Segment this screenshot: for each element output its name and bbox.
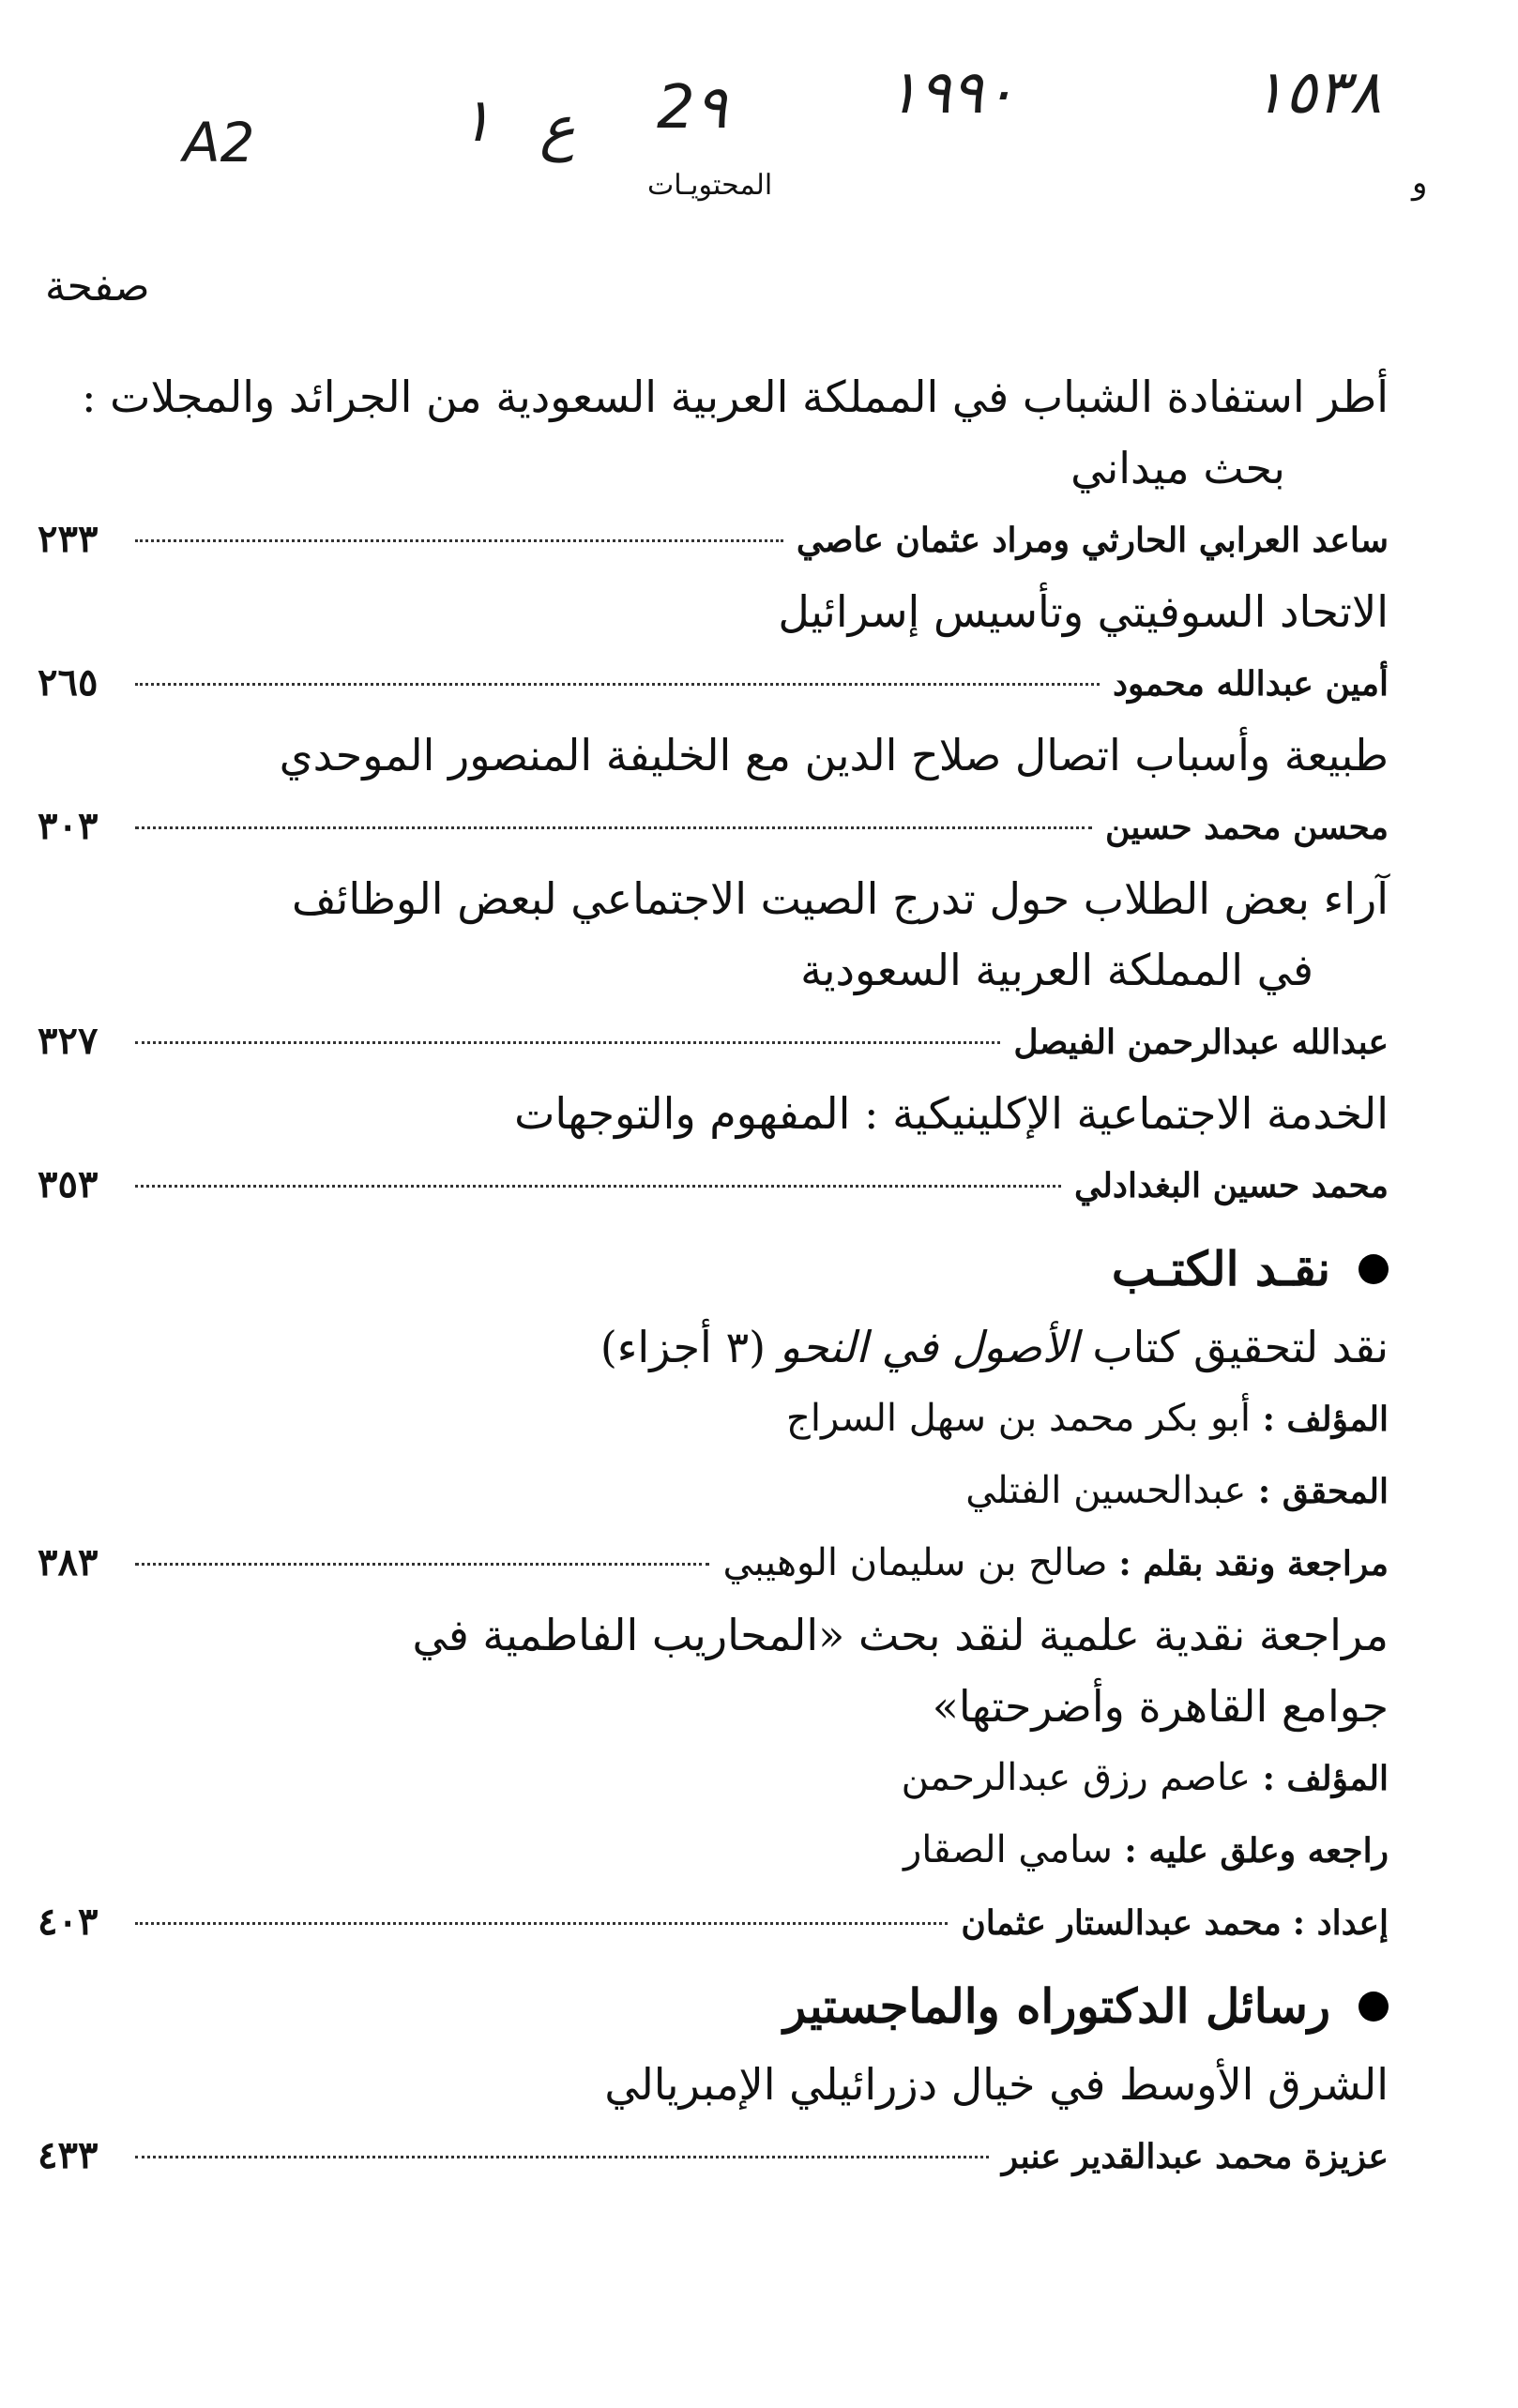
entry-author-row[interactable] [38,1886,1389,1959]
entry-author-row[interactable] [38,1006,1389,1078]
handwritten-note-number: ١٥٣٨ [1252,58,1382,128]
entry-page-number: ٤٣٣ [38,2133,99,2177]
review-commentator-line [38,1814,1389,1886]
review-title-prefix: نقد لتحقيق كتاب [1092,1322,1389,1372]
leader-dots [135,1185,1061,1188]
bullet-icon [1359,1992,1389,2022]
handwritten-note-year: ١٩٩٠ [887,58,1016,128]
toc-entry [38,576,1389,719]
entry-title: جوامع القاهرة وأضرحتها» [932,1681,1389,1732]
section-heading-theses [38,1964,1389,2049]
entry-author-row[interactable] [38,1527,1389,1599]
editor-label: المحقق : [1257,1472,1389,1511]
entry-author-row[interactable] [38,791,1389,863]
entry-title: آراء بعض الطلاب حول تدرج الصيت الاجتماعي لبعض الوظائف [291,873,1389,924]
entry-page-number: ٢٣٣ [38,517,99,561]
entry-page-number: ٣٢٧ [38,1019,99,1063]
page-title: المحتويـات [647,169,773,202]
entry-author-row[interactable] [38,2120,1389,2192]
entry-author-row[interactable] [38,647,1389,719]
leader-dots [135,1922,948,1925]
entry-author-row[interactable] [38,1149,1389,1221]
bullet-icon [1359,1254,1389,1284]
handwritten-note-ain: ع [539,94,576,163]
handwritten-note-29: 2٩ [657,73,728,143]
entry-title: بحث ميداني [1070,443,1285,493]
author-label: المؤلف : [1262,1400,1389,1439]
handwritten-note-a2: A2 [183,111,255,174]
toc-entry [38,1599,1389,1959]
review-book-title: الأصول في النحو [779,1322,1079,1372]
toc-entry [38,361,1389,576]
author-value: أبو بكر محمد بن سهل السراج [786,1397,1252,1440]
entry-page-number: ٣٨٣ [38,1540,99,1584]
review-editor-line [38,1455,1389,1527]
prepared-value: محمد عبدالستار عثمان [961,1903,1282,1943]
leader-dots [135,2156,989,2158]
section-heading-book-reviews [38,1227,1389,1311]
toc-entry [38,1078,1389,1221]
author-value: عاصم رزق عبدالرحمن [901,1756,1252,1799]
commentator-label: راجعه وعلق عليه : [1124,1831,1389,1870]
entry-page-number: ٤٠٣ [38,1900,99,1944]
table-of-contents [38,361,1389,2192]
entry-author: عبدالله عبدالرحمن الفيصل [1013,1022,1389,1062]
entry-author: محمد حسين البغدادلي [1073,1166,1389,1205]
entry-title: الشرق الأوسط في خيال دزرائيلي الإمبريالي [604,2059,1389,2110]
entry-author: ساعد العرابي الحارثي ومراد عثمان عاصي [796,521,1389,560]
section-heading-label: رسائل الدكتوراه والماجستير [783,1978,1330,2034]
section-heading-label: نقـد الكتـب [1111,1241,1330,1296]
entry-page-number: ٣٠٣ [38,804,99,848]
toc-entry [38,2049,1389,2192]
toc-entry [38,863,1389,1078]
author-label: المؤلف : [1262,1759,1389,1798]
page-letter: و [1412,164,1428,202]
review-title-suffix: (٣ أجزاء) [600,1322,767,1372]
toc-entry [38,719,1389,863]
review-author-line [38,1383,1389,1455]
commentator-value: سامي الصقار [903,1828,1113,1871]
prepared-label: إعداد : [1292,1903,1389,1943]
entry-author: محسن محمد حسين [1105,808,1389,847]
handwritten-note-1: ١ [460,86,493,156]
reviewer-label: مراجعة ونقد بقلم : [1118,1544,1389,1583]
entry-page-number: ٣٥٣ [38,1162,99,1206]
entry-author-row[interactable] [38,504,1389,576]
leader-dots [135,826,1092,829]
leader-dots [135,1041,1000,1044]
entry-page-number: ٢٦٥ [38,660,99,704]
leader-dots [135,1563,709,1566]
entry-title [38,1311,1389,1383]
entry-title: أطر استفادة الشباب في المملكة العربية السعودية من الجرائد والمجلات : [82,371,1389,422]
entry-author: أمين عبدالله محمود [1112,664,1389,704]
reviewer-value: صالح بن سليمان الوهيبي [722,1541,1108,1584]
entry-title: الخدمة الاجتماعية الإكلينيكية : المفهوم والتوجهات [514,1088,1389,1139]
entry-title: طبيعة وأسباب اتصال صلاح الدين مع الخليفة المنصور الموحدي [279,730,1389,780]
entry-title: مراجعة نقدية علمية لنقد بحث «المحاريب الفاطمية في [412,1610,1389,1660]
toc-entry [38,1311,1389,1599]
entry-title: الاتحاد السوفيتي وتأسيس إسرائيل [778,586,1389,637]
editor-value: عبدالحسين الفتلي [965,1469,1247,1512]
leader-dots [135,683,1100,686]
leader-dots [135,539,783,542]
entry-title: في المملكة العربية السعودية [800,945,1313,995]
entry-author: عزيزة محمد عبدالقدير عنبر [1001,2137,1389,2176]
page-column-label: صفحة [45,263,150,310]
review-author-line [38,1742,1389,1814]
